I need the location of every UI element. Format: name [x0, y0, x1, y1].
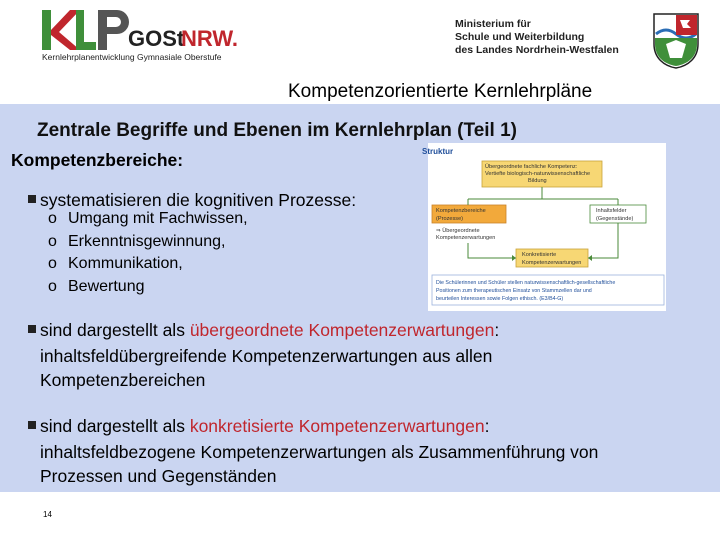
- highlight-term: übergeordnete Kompetenzerwartungen: [189, 320, 495, 340]
- bullet-continuation: Kompetenzbereichen: [40, 370, 206, 390]
- list-item: o Umgang mit Fachwissen,: [48, 208, 248, 231]
- diagram-caption: Die Schülerinnen und Schüler stellen naturwissenschaftlich-gesellschaftliche Positionen zum therapeutischen Einsatz von Stammzellen dar und beurteilen Interessen sowie Folgen ethisch. (E3/B4-G): [436, 280, 616, 302]
- diagram-title: Struktur: [422, 147, 454, 156]
- square-bullet-icon: [28, 421, 36, 429]
- bullet-item: sind dargestellt als übergeordnete Kompetenzerwartungen:: [28, 320, 499, 341]
- ministry-line: Ministerium für: [455, 18, 531, 30]
- highlight-term: konkretisierte Kompetenzerwartungen: [189, 416, 485, 436]
- diagram-right-box: Inhaltsfelder (Gegenstände): [596, 208, 634, 222]
- bullet-item: sind dargestellt als konkretisierte Kompetenzerwartungen:: [28, 416, 489, 437]
- ministry-name: [455, 18, 619, 57]
- nrw-crest-icon: [652, 12, 700, 70]
- slide-footer: [0, 492, 720, 540]
- slide-title: Zentrale Begriffe und Ebenen im Kernlehrplan (Teil 1): [37, 120, 518, 141]
- section-heading: Kompetenzbereiche:: [11, 150, 184, 170]
- ministry-line: Schule und Weiterbildung: [455, 31, 585, 43]
- bullet-text: systematisieren die kognitiven Prozesse:: [40, 190, 357, 210]
- circle-bullet-icon: o: [48, 232, 57, 250]
- diagram-top-box: Übergeordnete fachliche Kompetenz: Vertiefte biologisch-naturwissenschaftliche Bildung: [485, 164, 591, 184]
- structure-diagram: [422, 143, 666, 311]
- process-list: [48, 208, 248, 298]
- logo-tagline: Kernlehrplanentwicklung Gymnasiale Oberstufe: [42, 52, 222, 62]
- square-bullet-icon: [28, 195, 36, 203]
- diagram-bottom-box: Konkretisierte Kompetenzerwartungen: [522, 252, 582, 266]
- list-item: o Bewertung: [48, 276, 248, 299]
- page-number: 14: [43, 510, 52, 519]
- bullet-continuation: inhaltsfeldübergreifende Kompetenzerwartungen aus allen: [40, 346, 493, 366]
- diagram-left-box: Kompetenzbereiche (Prozesse): [436, 208, 486, 222]
- diagram-left-note: ⇒ Übergeordnete Kompetenzerwartungen: [436, 228, 496, 241]
- list-item: o Kommunikation,: [48, 253, 248, 276]
- document-header: Kompetenzorientierte Kernlehrpläne: [288, 81, 593, 102]
- svg-text:GOSt: GOSt: [128, 26, 185, 51]
- circle-bullet-icon: o: [48, 210, 57, 227]
- list-item: o Erkenntnisgewinnung,: [48, 231, 248, 254]
- svg-text:NRW.: NRW.: [181, 26, 239, 51]
- slide-header: [0, 0, 720, 104]
- circle-bullet-icon: o: [48, 277, 57, 295]
- square-bullet-icon: [28, 325, 36, 333]
- circle-bullet-icon: o: [48, 255, 57, 272]
- ministry-line: des Landes Nordrhein-Westfalen: [455, 44, 619, 56]
- bullet-continuation: inhaltsfeldbezogene Kompetenzerwartungen als Zusammenführung von: [40, 442, 599, 462]
- bullet-continuation: Prozessen und Gegenständen: [40, 466, 277, 486]
